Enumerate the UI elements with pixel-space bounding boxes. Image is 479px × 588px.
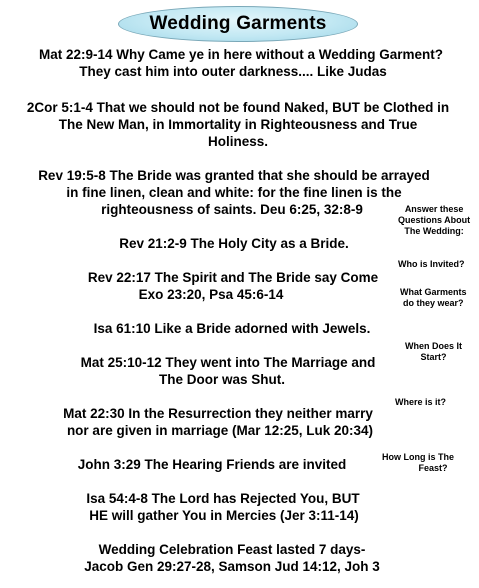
note-when-start <box>405 341 462 363</box>
verse-2cor5-line3: Holiness. <box>207 134 269 149</box>
verse-rev22-line1: Rev 22:17 The Spirit and The Bride say Come <box>87 270 379 285</box>
verse-mat22-30-line1: Mat 22:30 In the Resurrection they neither marry <box>63 406 373 421</box>
verse-rev19-line1: Rev 19:5-8 The Bride was granted that she should be arrayed <box>38 168 430 183</box>
page-title: Wedding Garments <box>149 13 327 34</box>
note-where <box>395 397 446 408</box>
verse-john3: John 3:29 The Hearing Friends are invited <box>77 457 347 472</box>
verse-isa61: Isa 61:10 Like a Bride adorned with Jewels. <box>93 321 371 336</box>
note-what-garments <box>400 287 467 309</box>
verse-mat22-9-line1: Mat 22:9-14 Why Came ye in here without a Wedding Garment? <box>38 47 444 62</box>
note-where-text: Where is it? <box>395 397 447 407</box>
note-answer-questions <box>398 204 470 237</box>
verse-mat22-30-line2: nor are given in marriage (Mar 12:25, Luk 20:34) <box>66 423 374 438</box>
feast-line2: Jacob Gen 29:27-28, Samson Jud 14:12, Joh 3 <box>84 559 380 574</box>
title-banner <box>118 6 358 42</box>
note-howlong-line2: Feast? <box>418 463 448 473</box>
note-when-line1: When Does It <box>405 341 463 351</box>
verse-2cor5-line2: The New Man, in Immortality in Righteousness and True <box>58 117 418 132</box>
verse-rev21: Rev 21:2-9 The Holy City as a Bride. <box>119 236 349 251</box>
note-who-invited <box>398 259 465 270</box>
verse-mat22-9-line2: They cast him into outer darkness.... Like Judas <box>79 64 387 79</box>
note-what-line1: What Garments <box>400 287 467 297</box>
note-when-line2: Start? <box>420 352 447 362</box>
note-what-line2: do they wear? <box>403 298 464 308</box>
verse-mat25-line2: The Door was Shut. <box>158 372 286 387</box>
verse-rev19-line3: righteousness of saints. Deu 6:25, 32:8-9 <box>101 202 363 217</box>
note-how-long <box>382 452 454 474</box>
note-answer-line3: The Wedding: <box>404 226 464 236</box>
note-howlong-line1: How Long is The <box>382 452 454 462</box>
note-who-text: Who is Invited? <box>398 259 465 269</box>
feast-line1: Wedding Celebration Feast lasted 7 days- <box>98 542 366 557</box>
verse-isa54-line2: HE will gather You in Mercies (Jer 3:11-14) <box>89 508 359 523</box>
verse-rev19-line2: in fine linen, clean and white: for the fine linen is the <box>66 185 402 200</box>
verse-isa54-line1: Isa 54:4-8 The Lord has Rejected You, BUT <box>86 491 360 506</box>
verse-mat25-line1: Mat 25:10-12 They went into The Marriage and <box>80 355 376 370</box>
note-answer-line1: Answer these <box>404 204 464 214</box>
verse-2cor5-line1: 2Cor 5:1-4 That we should not be found Naked, BUT be Clothed in <box>26 100 450 115</box>
note-answer-line2: Questions About <box>398 215 471 225</box>
verse-rev22-line2: Exo 23:20, Psa 45:6-14 <box>138 287 284 302</box>
